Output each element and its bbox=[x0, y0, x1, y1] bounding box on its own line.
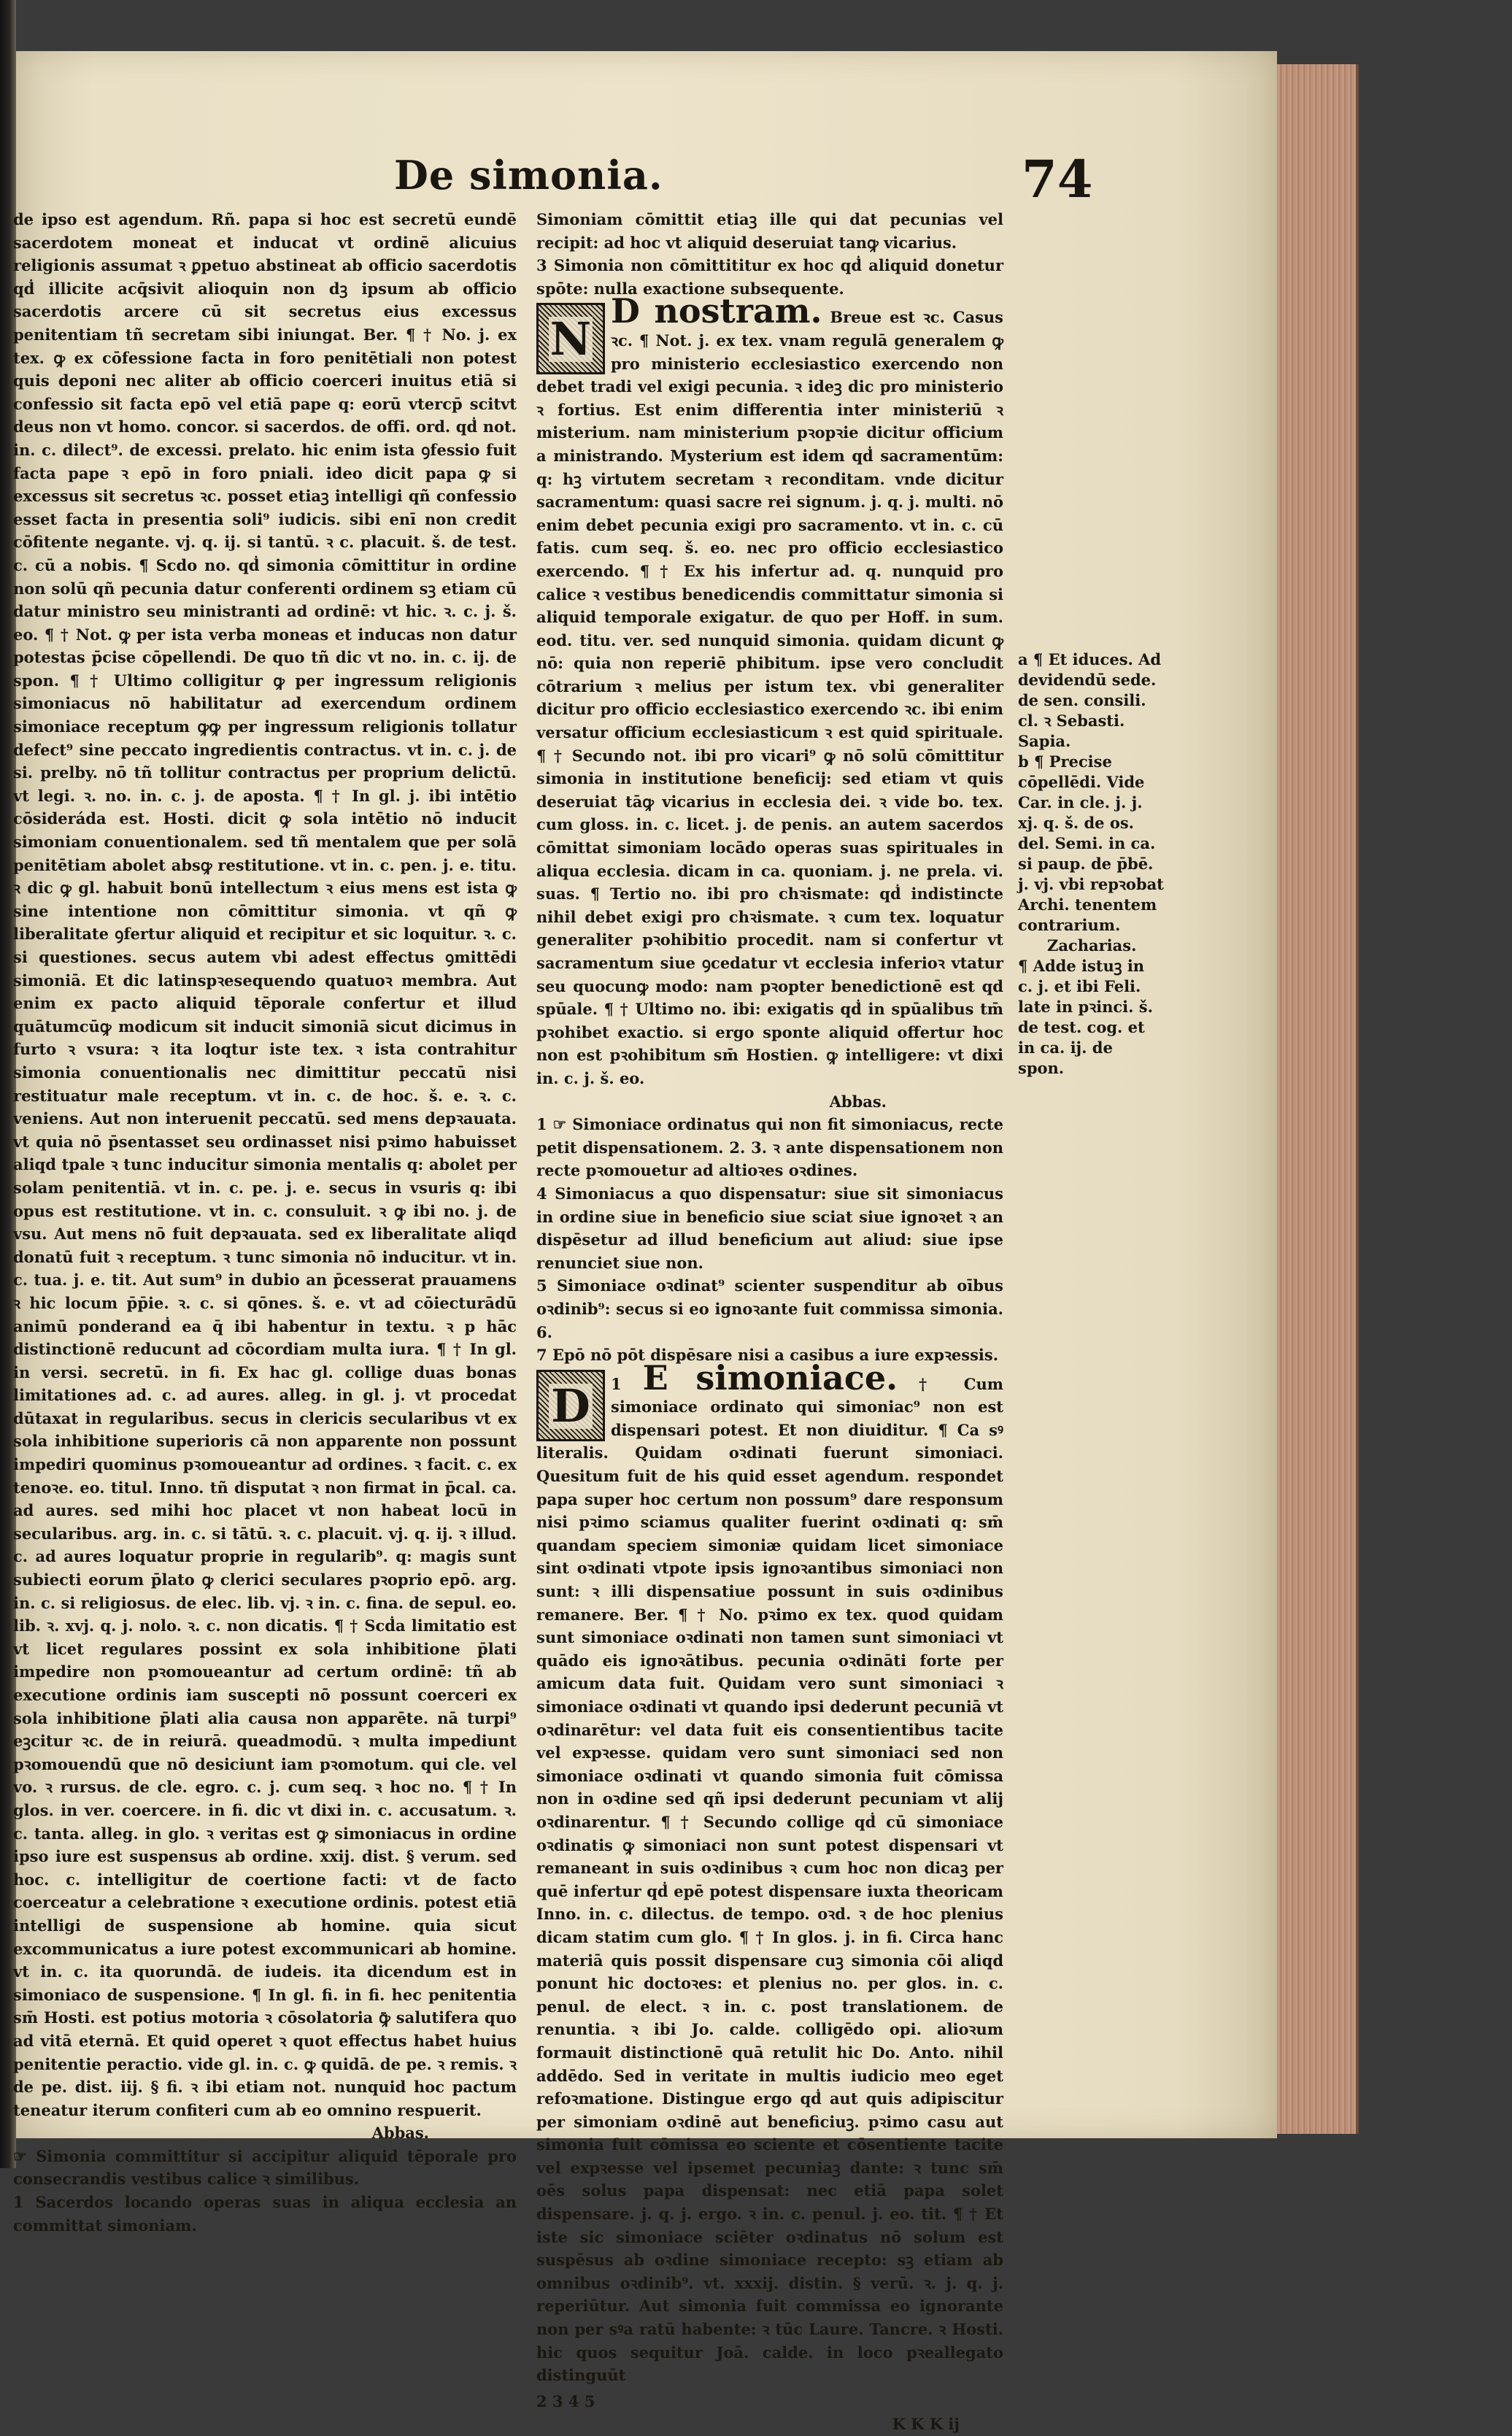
background-right bbox=[1359, 0, 1512, 2168]
paragraph-number: 3 bbox=[552, 2391, 563, 2410]
summary-note-text: Simoniacus a quo dispensatur: siue sit simoniacus in ordine siue in beneficio siue sciat siue ignoꝛet ꝛ an dispēsetur ad illud beneficium aut aliud: siue ipse renunciet siue non. bbox=[536, 1184, 1003, 1272]
initial-letter: N bbox=[549, 312, 592, 366]
paragraph-number: 2 bbox=[536, 2391, 547, 2410]
paragraph-number: 4 bbox=[568, 2391, 579, 2410]
page-edges bbox=[1277, 64, 1359, 2134]
left-note bbox=[13, 2145, 517, 2191]
summary-note-number: 1 bbox=[536, 1115, 547, 1134]
summary-note bbox=[536, 1182, 1003, 1274]
decorated-initial-d bbox=[536, 1370, 605, 1441]
margin-note-label: a bbox=[1018, 650, 1028, 668]
gathering-signature: K K K ij bbox=[892, 2415, 960, 2434]
margin-note-c: ¶ Adde istuꝫ in c. j. et ibi Feli. late in pꝛinci. š. de test. cog. et in ca. ij. de spon. bbox=[1018, 957, 1153, 1077]
marginal-paragraph-numbers bbox=[536, 2390, 1003, 2413]
summary-note-text: ☞ Simoniace ordinatus qui non fit simoniacus, recte petit dispensationem. 2. 3. ꝛ ante dispensationem non recte pꝛomouetur ad altioꝛes oꝛdines. bbox=[536, 1115, 1003, 1180]
intro-summary-text: Simonia non cōmittititur ex hoc qḋ aliquid donetur spōte: nulla exactione subsequente. bbox=[536, 256, 1004, 298]
left-note-text: ☞ Simonia committitur si accipitur aliquid tēporale pro consecrandis vestibus calice ꝛ similibus. bbox=[13, 2146, 517, 2189]
summary-note-number: 5 bbox=[536, 1276, 547, 1295]
left-abbas: Abbas. bbox=[371, 2124, 429, 2143]
summary-note bbox=[536, 1113, 1003, 1182]
margin-note-label: b bbox=[1018, 752, 1029, 771]
margin-note-text: ¶ Et iduces. Ad devidendū sede. de sen. consili. cl. ꝛ Sebasti. Sapia. bbox=[1018, 650, 1162, 750]
decorated-initial-n bbox=[536, 303, 605, 374]
margin-note-signature: Zacharias. bbox=[1047, 936, 1137, 955]
summary-note-text: Epō nō pōt dispēsare nisi a casibus a iure expꝛessis. bbox=[552, 1346, 999, 1365]
margin-note-text: ¶ Precise cōpellēdi. Vide Car. in cle. j. j. xj. q. š. de os. del. Semi. in ca. si paup. de p̄bē. j. vj. vbi repꝛobat Archi. tenentem contrarium. bbox=[1018, 752, 1164, 934]
margin-note-b bbox=[1018, 752, 1164, 936]
summary-note-number: 7 bbox=[536, 1346, 547, 1365]
running-head: De simonia. bbox=[394, 152, 663, 198]
summary-note bbox=[536, 1274, 1003, 1344]
section-text: Breue est ꝛc. Casus ꝛc. ¶ Not. j. ex tex. vnam regulā generalem ꝙ pro ministerio ecclesiastico exercendo non debet tradi vel exigi pecunia. ꝛ ideꝫ dic pro ministerio ꝛ fortius. Est enim differentia inter ministeriū ꝛ misterium. nam ministerium pꝛopꝛie dicitur officium a ministrando. Mysterium est idem qḋ sacramentūm: q: hꝫ virtutem secretam ꝛ reconditam. vnde dicitur sacramentum: quasi sacre rei signum. j. q. j. multi. nō enim debet pecunia exigi pro sacramento. vt in. c. cū fatis. cum seq. š. eo. nec pro officio ecclesiastico exercendo. ¶ † Ex his infertur ad. q. nunquid pro calice ꝛ vestibus benedicendis committatur simonia si aliquid temporale exigatur. de quo per Hoff. in sum. eod. titu. ver. sed nunquid simonia. quidam dicunt ꝙ nō: quia non reperiē phibitum. ipse vero concludit cōtrarium ꝛ melius per istum tex. vbi generaliter dicitur pro officio ecclesiastico exercendo ꝛc. ibi enim versatur officium ecclesiasticum ꝛ est quid spirituale. ¶ † Secundo not. ibi pro vicari⁹ ꝙ nō solū cōmittitur simonia in institutione beneficij: sed etiam vt quis deseruiat tāꝙ vicarius in ecclesia dei. ꝛ vide bo. tex. cum gloss. in. c. licet. j. de penis. an autem sacerdos cōmittat simoniam locādo operas suas spirituales in aliqua ecclesia. dicam in ca. quoniam. j. ne prela. vi. suas. ¶ Tertio no. ibi pro chꝛismate: qḋ indistincte nihil debet exigi pro chꝛismate. ꝛ cum tex. loquatur generaliter pꝛohibitio procedit. nam si confertur vt sacramentum siue ꝯcedatur vt ecclesia inferioꝛ vtatur seu quocunꝙ modo: nam pꝛopter benedictionē est qd spūale. ¶ † Ultimo no. ibi: exigatis qḋ in spūalibus tm̄ pꝛohibet exactio. si ergo sponte aliquid offertur hoc non est pꝛohibitum sm̄ Hostien. ꝙ intelligere: vt dixi in. c. j. š. eo. bbox=[536, 308, 1004, 1087]
section-heading: E simoniace. bbox=[642, 1357, 898, 1398]
left-note-text: Sacerdos locando operas suas in aliqua ecclesia an committat simoniam. bbox=[13, 2193, 517, 2235]
section-de-simoniace bbox=[536, 1357, 1004, 2387]
left-column bbox=[13, 208, 517, 2237]
initial-letter: D bbox=[549, 1384, 593, 1429]
section-text: † Cum simoniace ordinato qui simoniac⁹ non est dispensari potest. Et non diuiditur. ¶ Ca sꝰ literalis. Quidam oꝛdinati fuerunt simoniaci. Quesitum fuit de his quid esset agendum. respondet papa super hoc certum non possum⁹ dare responsum nisi pꝛimo sciamus qualiter fuerint oꝛdinati q: sm̄ quandam speciem simoniæ quidam licet simoniace sint oꝛdinati vtpote ipsis ignoꝛantibus simoniaci non sunt: ꝛ illi dispensatiue possunt in suis oꝛdinibus remanere. Ber. ¶ † No. pꝛimo ex tex. quod quidam sunt simoniace oꝛdinati non tamen sunt simoniaci vt quādo eis ignoꝛātibus. pecunia oꝛdināti forte per amicum data fuit. Quidam vero sunt simoniaci ꝛ simoniace oꝛdinati vt quando ipsi dederunt pecuniā vt oꝛdinarētur: vel data fuit eis consentientibus tacite vel expꝛesse. quidam vero sunt simoniaci sed non simoniace oꝛdinati vt quando simonia fuit cōmissa non in oꝛdine sed qñ ipsi dederunt pecuniam vt alij oꝛdinarentur. ¶ † Secundo collige qḋ cū simoniace oꝛdinatis ꝙ simoniaci non sunt potest dispensari vt remaneant in suis oꝛdinibus ꝛ cum hoc non dicaꝫ per quē infertur qḋ epē potest dispensare iuxta theoricam Inno. in. c. dilectus. de tempo. oꝛd. ꝛ de hoc plenius dicam statim cum glo. ¶ † In glos. j. in fi. Circa hanc materiā quis possit dispensare cuꝫ simonia cōi aliqd ponunt hic doctoꝛes: et plenius no. per glos. in. c. penul. de elect. ꝛ in. c. post translationem. de renuntia. ꝛ ibi Jo. calde. colligēdo opi. alioꝛum formauit distinctionē quā retulit hic Do. Anto. nihil addēdo. Sed in veritate in multis iudicio meo eget refoꝛmatione. Distingue ergo qḋ aut quis adipiscitur per simoniam oꝛdinē aut beneficiuꝫ. pꝛimo casu aut simonia fuit cōmissa eo sciente et cōsentiente tacite vel expꝛesse vel ipsemet pecuniaꝫ dante: ꝛ tunc sm̄ oēs solus papa dispensat: nec etiā papa solet dispensare. j. q. j. ergo. ꝛ in. c. penul. j. eo. tit. ¶ † Et iste sic simoniace sciēter oꝛdinatus nō solum est suspēsus ab oꝛdine simoniace recepto: sꝫ etiam ab omnibus oꝛdinib⁹. vt. xxxij. distin. § verū. ꝛ. j. q. j. reperiūtur. Aut simonia fuit commissa eo ignorante non per sꝰa ratū habente: ꝛ tūc Laure. Tancre. ꝛ Hosti. hic quos sequitur Joā. calde. in loco pꝛeallegato distinguūt bbox=[536, 1374, 1004, 2385]
section-number: 1 bbox=[611, 1374, 622, 1393]
folio-number: 74 bbox=[1022, 149, 1093, 209]
paragraph-number: 5 bbox=[584, 2391, 595, 2410]
summary-note-text: Simoniace oꝛdinat⁹ scienter suspenditur ab oībus oꝛdinib⁹: secus si eo ignoꝛante fuit commissa simonia. 6. bbox=[536, 1276, 1003, 1341]
summary-note-number: 4 bbox=[536, 1184, 547, 1203]
section-ad-nostram bbox=[536, 291, 1004, 1113]
left-note-number: 1 bbox=[13, 2193, 24, 2212]
right-column bbox=[536, 208, 1003, 2436]
intro-summary: Simoniam cōmittit etiaꝫ ille qui dat pecunias vel recipit: ad hoc vt aliquid deseruiat tanꝙ vicarius. bbox=[536, 210, 1003, 252]
right-abbas: Abbas. bbox=[829, 1092, 887, 1111]
intro-number: 3 bbox=[536, 256, 547, 275]
margin-note-a bbox=[1018, 650, 1164, 752]
marginal-notes bbox=[1018, 650, 1164, 1079]
left-commentary-text: de ipso est agendum. Rñ. papa si hoc est secretū eundē sacerdotem moneat et inducat vt ordinē alicuius religionis assumat ꝛ ꝑpetuo abstineat ab officio sacerdotis qḋ illicite acq̄sivit alioquin non dꝫ ipsum ab officio sacerdotis arcere cū sit secretus eius excessus penitentiam tñ secretam sibi iniungat. Ber. ¶ † No. j. ex tex. ꝙ ex cōfessione facta in foro penitētiali non potest quis deponi nec aliter ab officio coerceri inuitus etiā si confessio sit facta epō vel etiā pape q: eorū vtercp̄ scitvt deus non vt homo. concor. si sacerdos. de offi. ord. qḋ not. in. c. dilect⁹. de excessi. prelato. hic enim ista ꝯfessio fuit facta pape ꝛ epō in foro pniali. ideo dicit papa ꝙ si excessus sit secretus ꝛc. posset etiaꝫ intelligi qñ confessio esset facta in presentia soli⁹ iudicis. sibi enī non credit cōfitente negante. vj. q. ij. si tantū. ꝛ c. placuit. š. de test. c. cū a nobis. ¶ Scdo no. qḋ simonia cōmittitur in ordine non solū qñ pecunia datur conferenti ordinem sꝫ etiam cū datur ministro seu ministranti ad ordinē: vt hic. ꝛ. c. j. š. eo. ¶ † Not. ꝙ per ista verba moneas et inducas non datur potestas p̄cise cōpellendi. De quo tñ dic vt no. in. c. ij. de spon. ¶ † Ultimo colligitur ꝙ per ingressum religionis simoniacus nō habilitatur ad exercendum ordinem simoniace receptum ꝙꝙ per ingressum religionis tollatur defect⁹ sine peccato ingredientis contractus. vt in. c. j. de si. prelby. nō tñ tollitur contractus per proprium delictū. vt legi. ꝛ. no. in. c. j. de aposta. ¶ † In gl. j. ibi intētio cōsideráda est. Hosti. dicit ꝙ sola intētio nō inducit simoniam conuentionalem. sed tñ mentalem que per solā penitētiam abolet absꝙ restitutione. vt in. c. pen. j. e. titu. ꝛ dic ꝙ gl. habuit bonū intellectum ꝛ eius mens est ista ꝙ sine intentione non cōmittitur simonia. vt qñ ꝙ liberalitate ꝯfertur aliquid et recipitur et sic loquitur. ꝛ. c. si questiones. secus autem vbi adest effectus ꝯmittēdi simoniā. Et dic latinspꝛesequendo quatuoꝛ membra. Aut enim ex pacto aliquid tēporale confertur et illud quātumcūꝙ modicum sit inducit simoniā sicut dicimus in furto ꝛ vsura: ꝛ ita loqtur iste tex. ꝛ ista contrahitur simonia conuentionalis nec dimittitur peccatū nisi restituatur male receptum. vt in. c. de hoc. š. e. ꝛ. c. veniens. Aut non interuenit peccatū. sed mens depꝛauata. vt quia nō p̄sentasset seu ordinasset nisi pꝛimo habuisset aliqd tpale ꝛ tunc inducitur simonia mentalis q: abolet per solam penitentiā. vt in. c. pe. j. e. secus in vsuris q: ibi opus est restitutione. vt in. c. consuluit. ꝛ ꝙ ibi no. j. de vsu. Aut mens nō fuit depꝛauata. sed ex liberalitate aliqd donatū fuit ꝛ receptum. ꝛ tunc simonia nō inducitur. vt in. c. tua. j. e. tit. Aut sum⁹ in dubio an p̄cesserat prauamens ꝛ hic locum p̄p̄ie. ꝛ. c. si qōnes. š. e. vt ad cōiecturādū animū ponderanḋ ea q̄ ibi habentur in textu. ꝛ p hāc distinctionē reducunt ad cōcordiam multa iura. ¶ † In gl. in versi. secretū. in fi. Ex hac gl. collige duas bonas limitationes ad. c. ad aures. alleg. in gl. j. vt procedat dūtaxat in regularibus. secus in clericis secularibus vt ex sola inhibitione superioris cā non apparente non possunt impediri quominus pꝛomoueantur ad ordines. ꝛ facit. c. ex tenoꝛe. eo. titul. Inno. tñ disputat ꝛ non firmat in p̄cal. ca. ad aures. sed mihi hoc placet vt non habeat locū in secularibus. arg. in. c. si tātū. ꝛ. c. placuit. vj. q. ij. ꝛ illud. c. ad aures loquatur proprie in regularib⁹. q: magis sunt subiecti eorum p̄lato ꝙ clerici seculares pꝛoprio epō. arg. in. c. si religiosus. de elec. lib. vj. ꝛ in. c. fina. de sepul. eo. lib. ꝛ. xvj. q. j. nolo. ꝛ. c. non dicatis. ¶ † Scḋa limitatio est vt licet regulares possint ex sola inhibitione p̄lati impedire non pꝛomoueantur ad certum ordinē: tñ ab executione ordinis iam suscepti nō possunt coerceri ex sola inhibitione p̄lati alia causa non apparēte. nā turpi⁹ eꝫcitur ꝛc. de in reiurā. queadmodū. ꝛ multa impediunt pꝛomouendū que nō desiciunt iam pꝛomotum. qui cle. vel vo. ꝛ rursus. de cle. egro. c. j. cum seq. ꝛ hoc no. ¶ † In glos. in ver. coercere. in fi. dic vt dixi in. c. accusatum. ꝛ. c. tanta. alleg. in glo. ꝛ veritas est ꝙ simoniacus in ordine ipso iure est suspensus ab ordine. xxij. dist. § verum. sed hoc. c. intelligitur de coertione facti: vt de facto coerceatur a celebratione ꝛ executione ordinis. potest etiā intelligi de suspensione ab homine. quia sicut excommunicatus a iure potest excommunicari ab homine. vt in. c. ita quorundā. de iudeis. ita dicendum est in simoniaco de suspensione. ¶ In gl. fi. in fi. hec penitentia sm̄ Hosti. est potius motoria ꝛ cōsolatoria ꝙ̄ salutifera quo ad vitā eternā. Et quid operet ꝛ quot effectus habet huius penitentie peractio. vide gl. in. c. ꝙ quidā. de pe. ꝛ remis. ꝛ de pe. dist. iij. § fi. ꝛ ibi etiam not. nunquid hoc pactum teneatur iterum confiteri cum ab eo omnino respuerit. bbox=[13, 210, 517, 2119]
section-heading: D nostram. bbox=[611, 291, 822, 331]
left-note bbox=[13, 2191, 517, 2237]
